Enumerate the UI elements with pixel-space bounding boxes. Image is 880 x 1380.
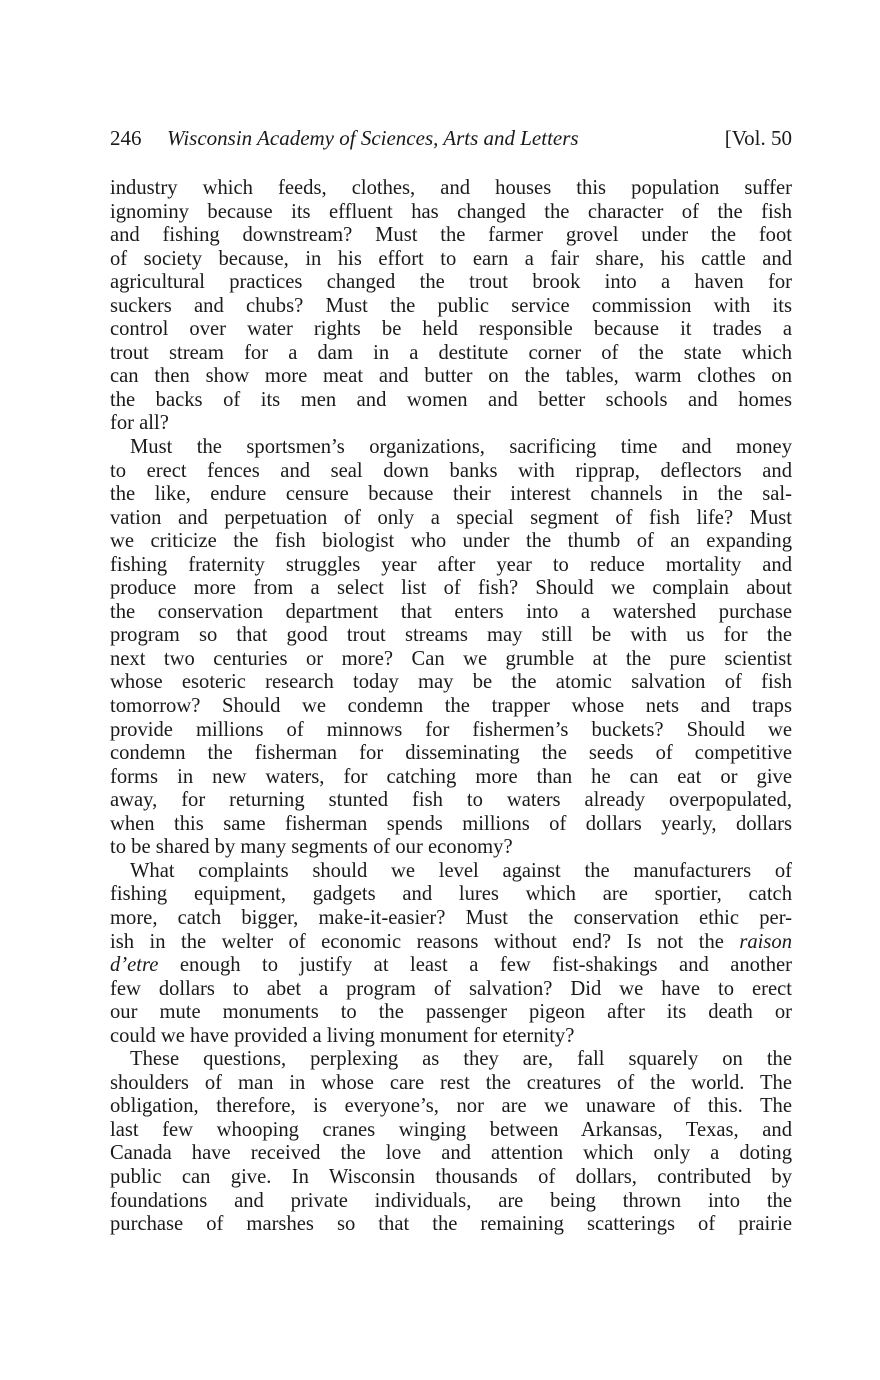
text-line: whose esoteric research today may be the atomic salvation of fish — [110, 671, 792, 694]
text-line: to be shared by many segments of our economy? — [110, 836, 513, 859]
text-line: the like, endure censure because their interest channels in the sal- — [110, 483, 792, 506]
text-line: to erect fences and seal down banks with ripprap, deflectors and — [110, 459, 792, 482]
paragraph — [110, 1048, 792, 1236]
text-line: What complaints should we level against the manufacturers of — [130, 859, 792, 882]
text-line: public can give. In Wisconsin thousands of dollars, contributed by — [110, 1165, 792, 1188]
text-line: few dollars to abet a program of salvation? Did we have to erect — [110, 977, 792, 1000]
text-line: fishing equipment, gadgets and lures which are sportier, catch — [110, 883, 792, 906]
text-line: program so that good trout streams may still be with us for the — [110, 624, 792, 647]
text-line: the backs of its men and women and better schools and homes — [110, 388, 792, 411]
text-run: ish in the welter of economic reasons without end? Is not the — [110, 930, 740, 953]
text-line: of society because, in his effort to earn a fair share, his cattle and — [110, 247, 792, 270]
text-line: shoulders of man in whose care rest the creatures of the world. The — [110, 1071, 792, 1094]
text-line: the conservation department that enters into a watershed purchase — [110, 600, 792, 623]
text-line: Canada have received the love and attention which only a doting — [110, 1142, 792, 1165]
text-line: vation and perpetuation of only a special segment of fish life? Must — [110, 506, 792, 529]
text-line: provide millions of minnows for fishermen’s buckets? Should we — [110, 718, 792, 741]
text-line: and fishing downstream? Must the farmer grovel under the foot — [110, 224, 792, 247]
text-line: next two centuries or more? Can we grumble at the pure scientist — [110, 647, 792, 670]
text-line: industry which feeds, clothes, and houses this population suffer — [110, 177, 792, 199]
body-text — [110, 177, 792, 1237]
text-line: trout stream for a dam in a destitute corner of the state which — [110, 341, 792, 364]
text-line: fishing fraternity struggles year after year to reduce mortality and — [110, 553, 792, 576]
text-line: foundations and private individuals, are being thrown into the — [110, 1189, 792, 1212]
text-run: enough to justify at least a few fist-shakings and another — [158, 954, 792, 977]
text-line: more, catch bigger, make-it-easier? Must the conservation ethic per- — [110, 906, 792, 929]
text-line: ignominy because its effluent has changed the character of the fish — [110, 200, 792, 223]
text-line — [110, 931, 792, 955]
text-line: agricultural practices changed the trout brook into a haven for — [110, 271, 792, 294]
text-line: These questions, perplexing as they are, fall squarely on the — [130, 1048, 792, 1071]
page-number: 246 — [110, 126, 142, 150]
text-line — [110, 954, 792, 978]
volume-label: [Vol. 50 — [724, 126, 792, 150]
italic-phrase: d’etre — [110, 954, 159, 977]
text-line: when this same fisherman spends millions of dollars yearly, dollars — [110, 812, 792, 835]
paragraph — [110, 860, 792, 1048]
text-line: away, for returning stunted fish to waters already overpopulated, — [110, 789, 792, 812]
text-line: tomorrow? Should we condemn the trapper whose nets and traps — [110, 695, 792, 718]
journal-title: Wisconsin Academy of Sciences, Arts and Letters — [167, 126, 579, 150]
paragraph — [110, 436, 792, 860]
text-line: purchase of marshes so that the remaining scatterings of prairie — [110, 1213, 792, 1236]
text-line: condemn the fisherman for disseminating the seeds of competitive — [110, 742, 792, 765]
text-line: can then show more meat and butter on the tables, warm clothes on — [110, 365, 792, 388]
text-line: could we have provided a living monument for eternity? — [110, 1024, 575, 1047]
paragraph — [110, 177, 792, 436]
text-line: forms in new waters, for catching more than he can eat or give — [110, 765, 792, 788]
text-line: for all? — [110, 412, 169, 435]
text-line: obligation, therefore, is everyone’s, nor are we unaware of this. The — [110, 1095, 792, 1118]
text-line: produce more from a select list of fish? Should we complain about — [110, 577, 792, 600]
running-header — [110, 126, 792, 158]
text-line: last few whooping cranes winging between Arkansas, Texas, and — [110, 1118, 792, 1141]
text-line: control over water rights be held responsible because it trades a — [110, 318, 792, 341]
text-line: Must the sportsmen’s organizations, sacrificing time and money — [130, 436, 792, 459]
text-line: we criticize the fish biologist who under the thumb of an expanding — [110, 530, 792, 553]
text-line: suckers and chubs? Must the public service commission with its — [110, 294, 792, 317]
text-line: our mute monuments to the passenger pigeon after its death or — [110, 1001, 792, 1024]
italic-phrase: raison — [739, 930, 792, 953]
